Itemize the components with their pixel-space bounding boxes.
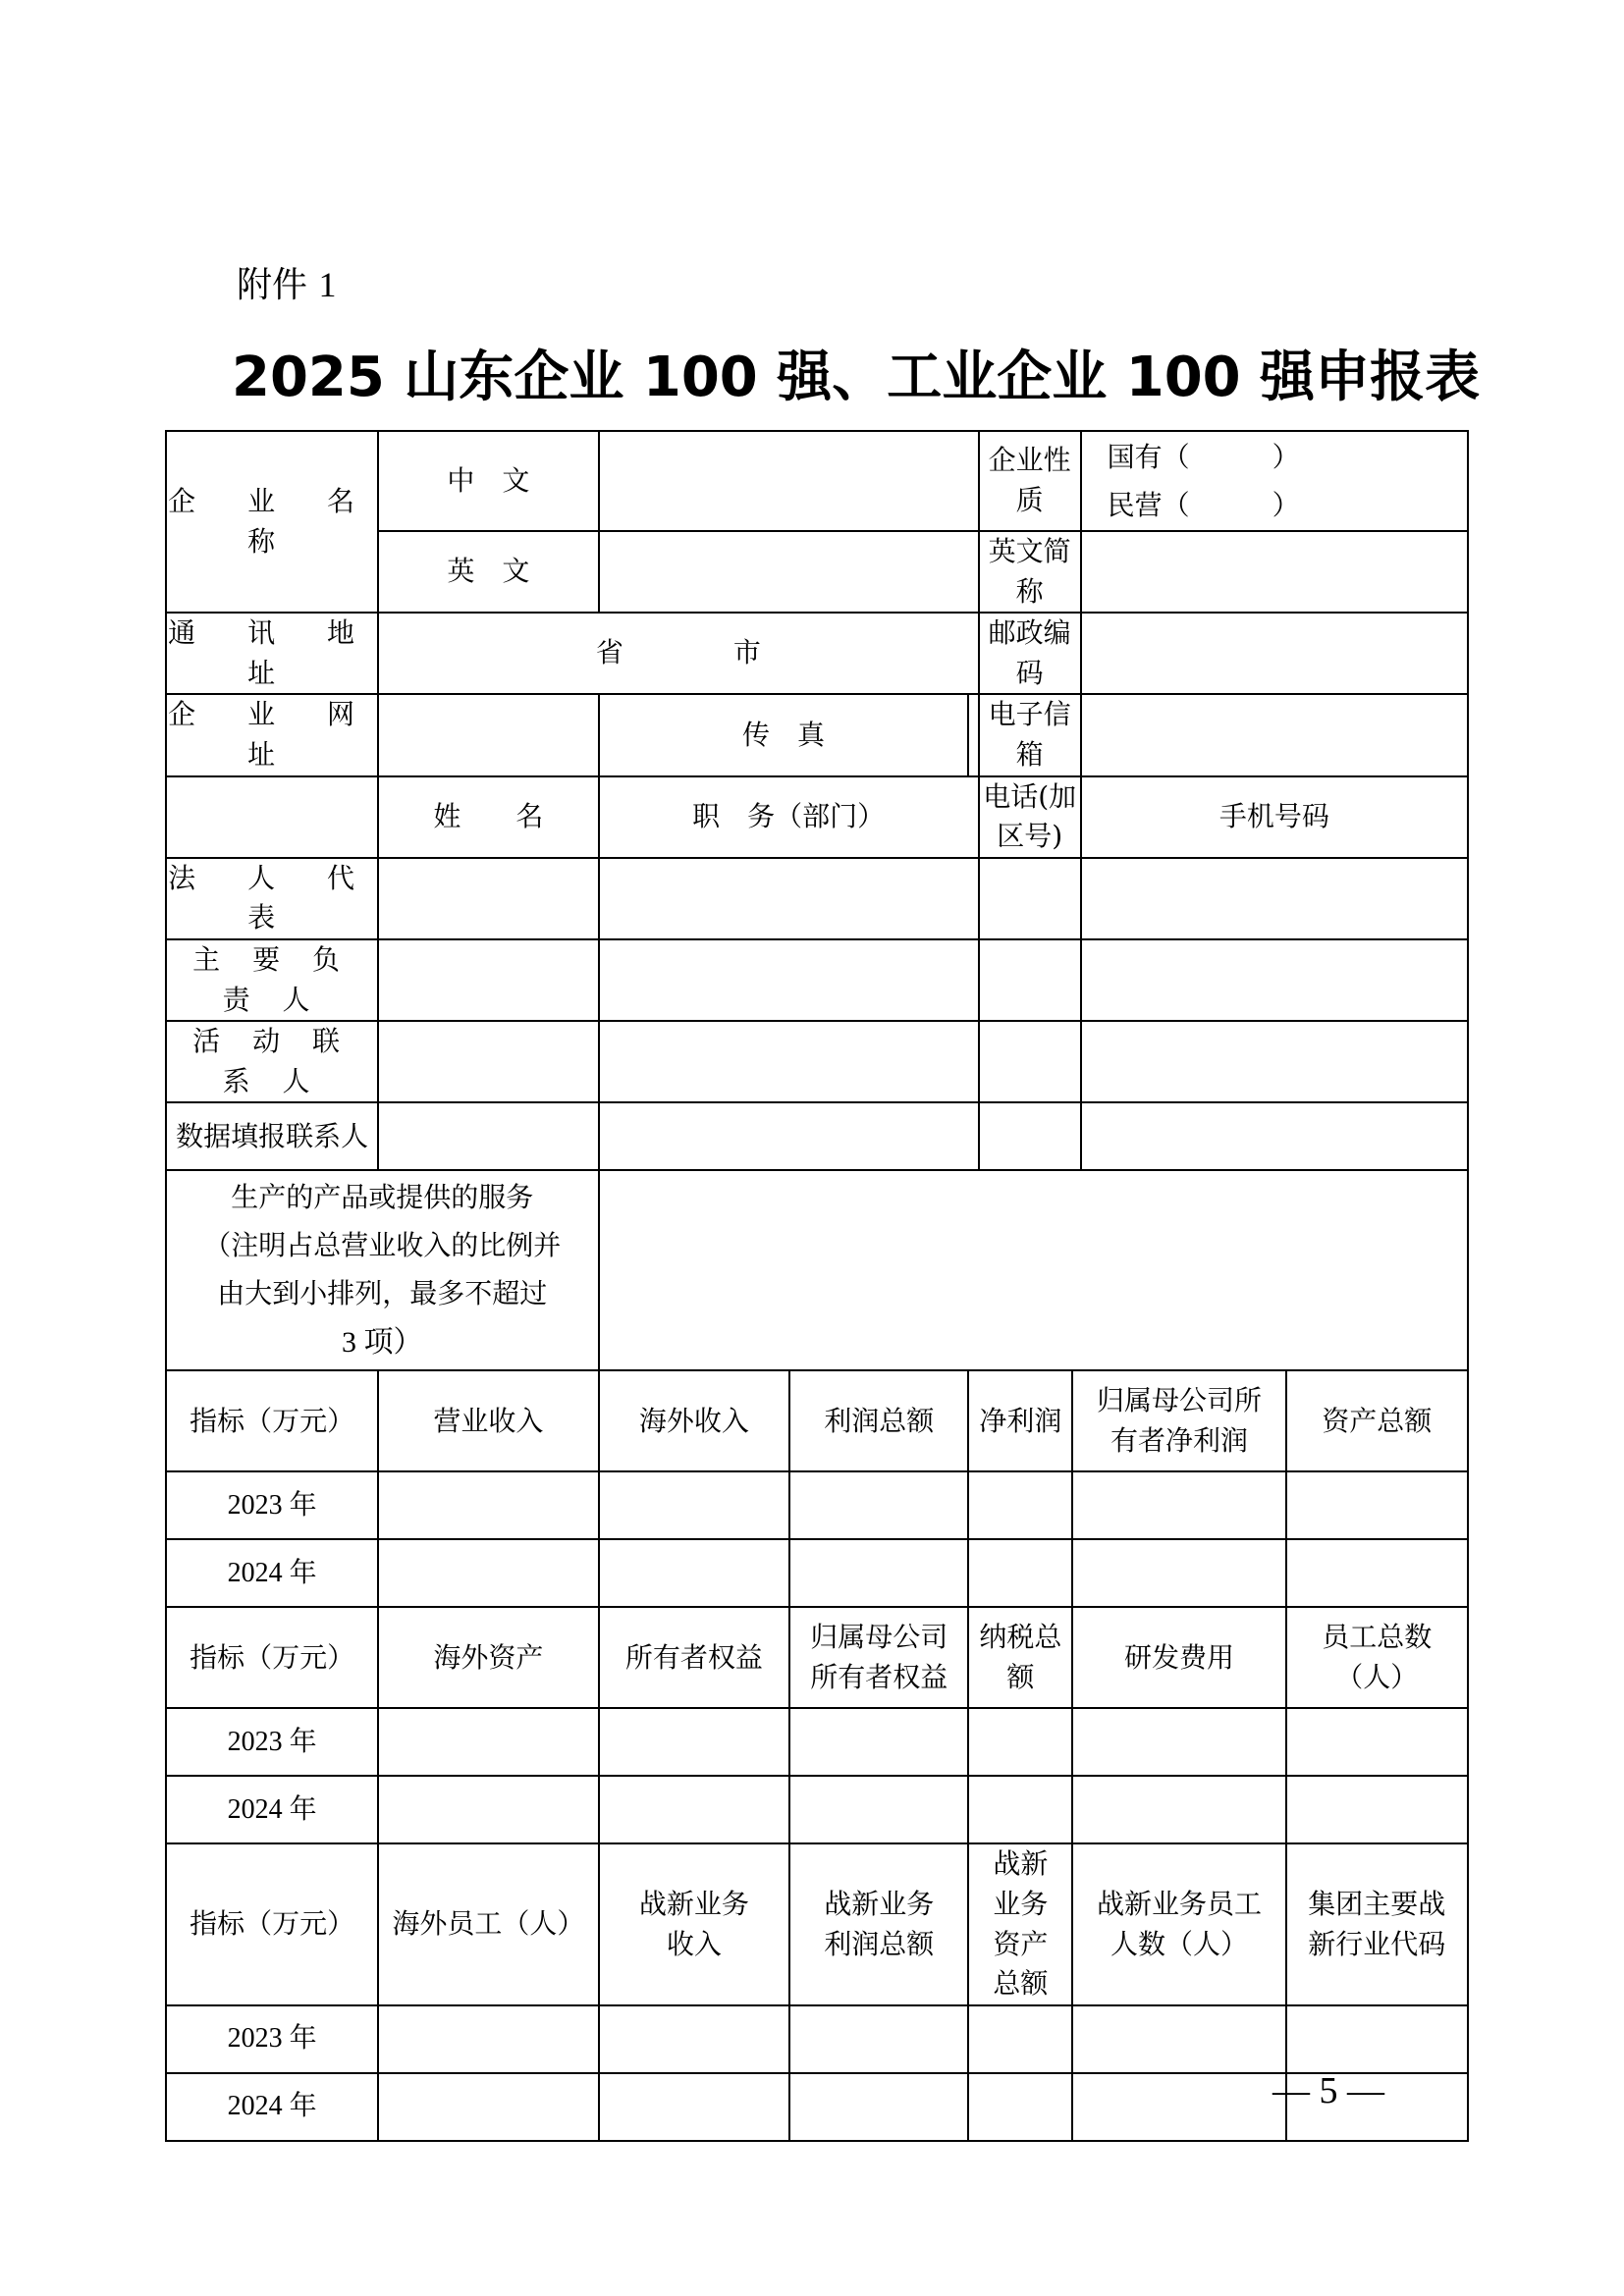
indicator-header: 集团主要战新行业代码 — [1286, 1843, 1468, 2004]
postcode-field[interactable] — [1081, 613, 1468, 694]
year-label: 2024 年 — [166, 1776, 378, 1843]
indicator-header: 净利润 — [968, 1370, 1072, 1471]
data-contact-label: 数据填报联系人 — [166, 1102, 378, 1170]
indicator-header: 资产总额 — [1286, 1370, 1468, 1471]
english-name-field[interactable] — [599, 531, 979, 613]
products-label: 生产的产品或提供的服务 （注明占总营业收入的比例并 由大到小排列，最多不超过 3 项） — [166, 1170, 599, 1370]
indicator-value-cell[interactable] — [1072, 2005, 1285, 2073]
indicator-value-cell[interactable] — [1072, 1776, 1285, 1843]
year-label: 2023 年 — [166, 1708, 378, 1776]
indicator-value-cell[interactable] — [968, 1471, 1072, 1539]
indicator-value-cell[interactable] — [599, 1539, 790, 1607]
email-label: 电子信箱 — [979, 694, 1081, 775]
year-label: 2024 年 — [166, 2073, 378, 2141]
indicator-value-cell[interactable] — [1286, 1776, 1468, 1843]
year-label: 2023 年 — [166, 2005, 378, 2073]
english-abbr-label: 英文简称 — [979, 531, 1081, 613]
products-field[interactable] — [599, 1170, 1468, 1370]
nature-options[interactable] — [1081, 431, 1468, 531]
indicator-value-cell[interactable] — [968, 2005, 1072, 2073]
fax-label: 传 真 — [599, 694, 969, 775]
page-number: — 5 — — [1272, 2070, 1384, 2111]
indicator-header: 研发费用 — [1072, 1607, 1285, 1708]
indicator-header: 归属母公司所有者净利润 — [1072, 1370, 1285, 1471]
indicator-header: 战新业务员工人数（人） — [1072, 1843, 1285, 2004]
indicator-value-cell[interactable] — [378, 1776, 598, 1843]
event-contact-name-field[interactable] — [378, 1021, 598, 1102]
indicator-value-cell[interactable] — [789, 1776, 968, 1843]
indicator-value-cell[interactable] — [968, 1708, 1072, 1776]
indicator-header: 营业收入 — [378, 1370, 598, 1471]
english-label: 英 文 — [378, 531, 598, 613]
indicator-value-cell[interactable] — [599, 2073, 790, 2141]
chinese-name-field[interactable] — [599, 431, 979, 531]
year-label: 2023 年 — [166, 1471, 378, 1539]
postcode-label: 邮政编码 — [979, 613, 1081, 694]
phone-header: 电话(加区号) — [979, 776, 1081, 858]
indicator-value-cell[interactable] — [789, 1539, 968, 1607]
indicator-header: 战新业务收入 — [599, 1843, 790, 2004]
indicator-value-cell[interactable] — [789, 2005, 968, 2073]
indicator-value-cell[interactable] — [789, 1708, 968, 1776]
event-contact-position-field[interactable] — [599, 1021, 979, 1102]
page-title: 2025 山东企业 100 强、工业企业 100 强申报表 — [232, 346, 1481, 409]
website-field[interactable] — [378, 694, 598, 775]
indicator-value-cell[interactable] — [789, 1471, 968, 1539]
data-contact-position-field[interactable] — [599, 1102, 979, 1170]
indicator-value-cell[interactable] — [378, 1471, 598, 1539]
address-label: 通 讯 地 址 — [166, 613, 378, 694]
indicator-header: 归属母公司所有者权益 — [789, 1607, 968, 1708]
indicator-value-cell[interactable] — [968, 2073, 1072, 2141]
company-name-label: 企 业 名 称 — [166, 431, 378, 613]
data-contact-mobile-field[interactable] — [1081, 1102, 1468, 1170]
indicator-value-cell[interactable] — [1072, 1539, 1285, 1607]
state-owned-option[interactable]: 国有（ ） — [1107, 441, 1300, 473]
attachment-label: 附件 1 — [237, 265, 337, 305]
event-contact-phone-field[interactable] — [979, 1021, 1081, 1102]
email-field[interactable] — [1081, 694, 1468, 775]
indicator-header: 战新业务利润总额 — [789, 1843, 968, 2004]
indicator-value-cell[interactable] — [378, 2073, 598, 2141]
legal-rep-position-field[interactable] — [599, 858, 979, 939]
data-contact-name-field[interactable] — [378, 1102, 598, 1170]
principal-label: 主 要 负 责 人 — [166, 939, 378, 1021]
indicator-value-cell[interactable] — [1072, 1708, 1285, 1776]
position-header: 职 务（部门） — [599, 776, 979, 858]
indicator-value-cell[interactable] — [378, 2005, 598, 2073]
indicator-label: 指标（万元） — [166, 1370, 378, 1471]
legal-rep-mobile-field[interactable] — [1081, 858, 1468, 939]
name-header: 姓 名 — [378, 776, 598, 858]
indicator-value-cell[interactable] — [378, 1539, 598, 1607]
indicator-value-cell[interactable] — [1072, 2073, 1285, 2141]
year-label: 2024 年 — [166, 1539, 378, 1607]
mobile-header: 手机号码 — [1081, 776, 1468, 858]
indicator-value-cell[interactable] — [968, 1776, 1072, 1843]
principal-mobile-field[interactable] — [1081, 939, 1468, 1021]
indicator-value-cell[interactable] — [378, 1708, 598, 1776]
indicator-header: 海外资产 — [378, 1607, 598, 1708]
indicator-header: 海外员工（人） — [378, 1843, 598, 2004]
chinese-label: 中 文 — [378, 431, 598, 531]
application-form-table — [165, 430, 1469, 2142]
legal-rep-name-field[interactable] — [378, 858, 598, 939]
indicator-label: 指标（万元） — [166, 1607, 378, 1708]
principal-name-field[interactable] — [378, 939, 598, 1021]
indicator-header: 海外收入 — [599, 1370, 790, 1471]
website-label: 企 业 网 址 — [166, 694, 378, 775]
indicator-value-cell[interactable] — [789, 2073, 968, 2141]
fax-field[interactable] — [968, 694, 978, 775]
indicator-header: 员工总数（人） — [1286, 1607, 1468, 1708]
indicator-value-cell[interactable] — [1286, 1708, 1468, 1776]
private-option[interactable]: 民营（ ） — [1107, 489, 1300, 521]
nature-label: 企业性质 — [979, 431, 1081, 531]
legal-rep-label: 法 人 代 表 — [166, 858, 378, 939]
indicator-value-cell[interactable] — [1072, 1471, 1285, 1539]
event-contact-mobile-field[interactable] — [1081, 1021, 1468, 1102]
address-field[interactable]: 省 市 — [378, 613, 979, 694]
indicator-header: 利润总额 — [789, 1370, 968, 1471]
indicator-label: 指标（万元） — [166, 1843, 378, 2004]
indicator-value-cell[interactable] — [599, 2005, 790, 2073]
event-contact-label: 活 动 联 系 人 — [166, 1021, 378, 1102]
indicator-header: 战新业务资产总额 — [968, 1843, 1072, 2004]
contacts-corner-cell — [166, 776, 378, 858]
indicator-value-cell[interactable] — [599, 1471, 790, 1539]
indicator-header: 纳税总额 — [968, 1607, 1072, 1708]
legal-rep-phone-field[interactable] — [979, 858, 1081, 939]
indicator-value-cell[interactable] — [1286, 2005, 1468, 2073]
principal-phone-field[interactable] — [979, 939, 1081, 1021]
indicator-value-cell[interactable] — [1286, 1471, 1468, 1539]
principal-position-field[interactable] — [599, 939, 979, 1021]
data-contact-phone-field[interactable] — [979, 1102, 1081, 1170]
indicator-value-cell[interactable] — [1286, 1539, 1468, 1607]
indicator-value-cell[interactable] — [599, 1708, 790, 1776]
indicator-value-cell[interactable] — [968, 1539, 1072, 1607]
indicator-value-cell[interactable] — [599, 1776, 790, 1843]
english-abbr-field[interactable] — [1081, 531, 1468, 613]
indicator-header: 所有者权益 — [599, 1607, 790, 1708]
